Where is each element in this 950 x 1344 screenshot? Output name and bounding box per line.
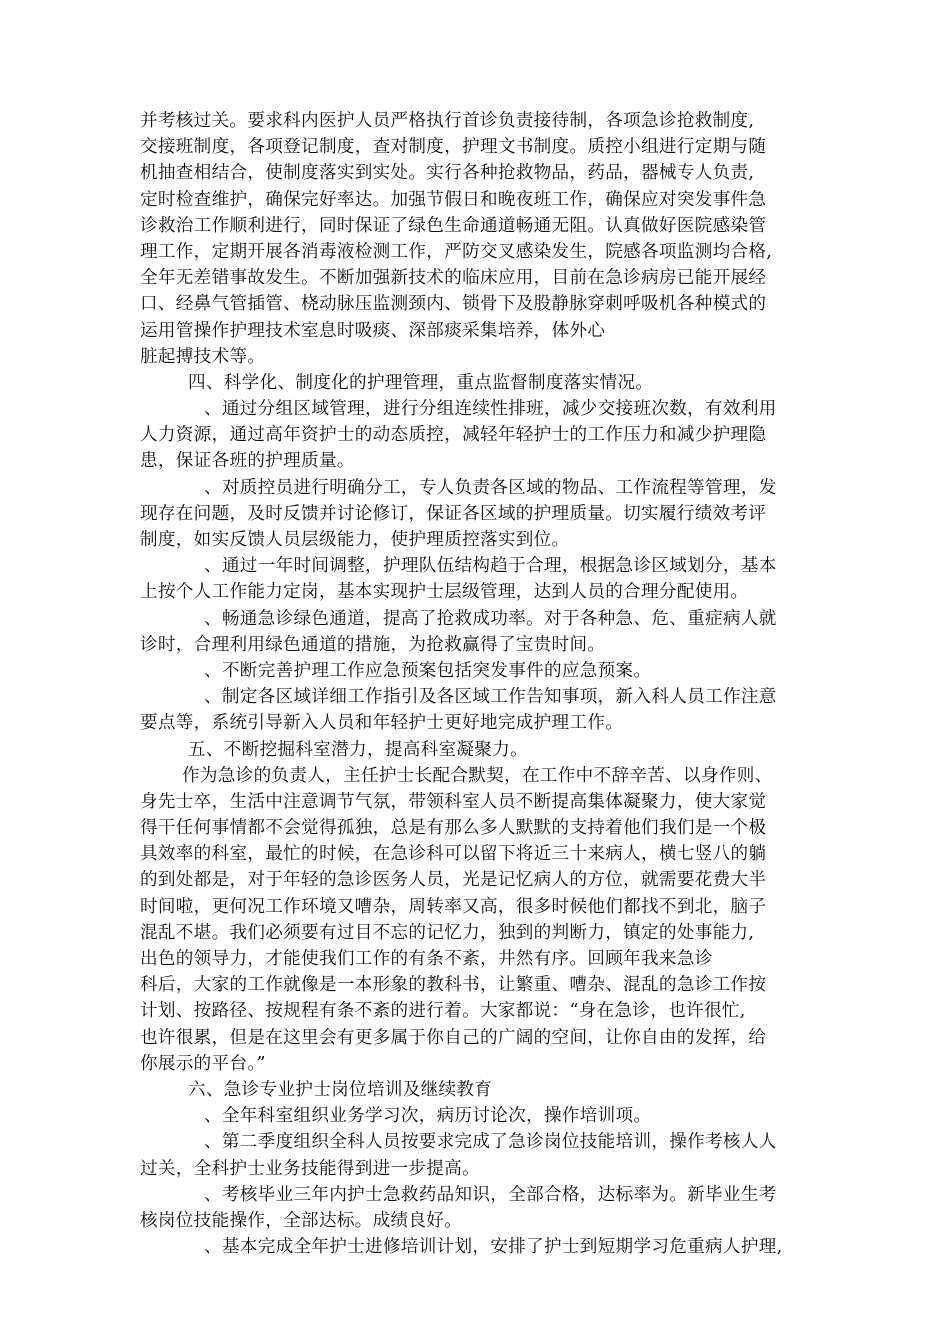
paragraph-line: 过关，全科护士业务技能得到进一步提高。 (140, 1158, 480, 1179)
document-body (140, 108, 830, 1260)
paragraph-line: 得干任何事情都不会觉得孤独，总是有那么多人默默的支持着他们我们是一个极 (140, 818, 767, 839)
paragraph-line: 科后，大家的工作就像是一本形象的教科书，让繁重、嘈杂、混乱的急诊工作按 (140, 975, 767, 996)
list-item: 、对质控员进行明确分工，专人负责各区域的物品、工作流程等管理，发 (204, 477, 777, 498)
list-item: 、第二季度组织全科人员按要求完成了急诊岗位技能培训，操作考核人人 (204, 1132, 777, 1153)
section-heading: 六、急诊专业护士岗位培训及继续教育 (188, 1079, 493, 1100)
section-heading: 四、科学化、制度化的护理管理，重点监督制度落实情况。 (188, 372, 654, 393)
paragraph-line: 制度，如实反馈人员层级能力，使护理质控落实到位。 (140, 530, 570, 550)
paragraph-line: 口、经鼻气管插管、桡动脉压监测颈内、锁骨下及股静脉穿刺呼吸机各种模式的 (140, 294, 767, 315)
list-item: 、考核毕业三年内护士急救药品知识，全部合格，达标率为。新毕业生考 (204, 1184, 777, 1205)
paragraph-line: 现存在问题，及时反馈并讨论修订，保证各区域的护理质量。切实履行绩效考评 (140, 503, 767, 524)
paragraph-line: 机抽查相结合，使制度落实到实处。实行各种抢救物品，药品，器械专人负责, (140, 163, 755, 184)
section-heading: 五、不断挖掘科室潜力，提高科室凝聚力。 (188, 739, 528, 760)
paragraph-line: 人力资源，通过高年资护士的动态质控，减轻年轻护士的工作压力和减少护理隐 (140, 425, 767, 446)
paragraph-line: 全年无差错事故发生。不断加强新技术的临床应用，目前在急诊病房已能开展经 (140, 268, 767, 289)
paragraph-line: 核岗位技能操作，全部达标。成绩良好。 (140, 1210, 463, 1231)
paragraph-line: 作为急诊的负责人，主任护士长配合默契，在工作中不辞辛苦、以身作则、 (182, 765, 773, 786)
list-item: 、不断完善护理工作应急预案包括突发事件的应急预案。 (204, 660, 652, 681)
paragraph-line: 你展示的平台。” (140, 1053, 266, 1074)
list-item: 、基本完成全年护士进修培训计划，安排了护士到短期学习危重病人护理, (204, 1237, 783, 1258)
paragraph-line: 具效率的科室，最忙的时候，在急诊科可以留下将近三十来病人，横七竖八的躺 (140, 844, 767, 865)
list-item: 、全年科室组织业务学习次，病历讨论次，操作培训项。 (204, 1106, 652, 1127)
paragraph-line: 患，保证各班的护理质量。 (140, 451, 355, 472)
paragraph-line: 混乱不堪。我们必须要有过目不忘的记忆力，独到的判断力，镇定的处事能力, (140, 922, 755, 943)
paragraph-line: 的到处都是，对于年轻的急诊医务人员，光是记忆病人的方位，就需要花费大半 (140, 870, 767, 891)
list-item: 、通过分组区域管理，进行分组连续性排班，减少交接班次数，有效利用 (204, 399, 777, 420)
list-item: 、通过一年时间调整，护理队伍结构趋于合理，根据急诊区域划分，基本 (204, 556, 777, 577)
list-item: 、畅通急诊绿色通道，提高了抢救成功率。对于各种急、危、重症病人就 (204, 608, 777, 629)
paragraph-line: 交接班制度，各项登记制度，查对制度，护理文书制度。质控小组进行定期与随 (140, 137, 767, 158)
paragraph-line: 出色的领导力，才能使我们工作的有条不紊，井然有序。回顾年我来急诊 (140, 949, 713, 969)
paragraph-line: 定时检查维护，确保完好率达。加强节假日和晚夜班工作，确保应对突发事件急 (140, 189, 767, 210)
paragraph-line: 脏起搏技术等。 (140, 346, 266, 367)
paragraph-line: 上按个人工作能力定岗，基本实现护士层级管理，达到人员的合理分配使用。 (140, 582, 749, 603)
list-item: 、制定各区域详细工作指引及各区域工作告知事项，新入科人员工作注意 (204, 687, 777, 708)
paragraph-line: 也许很累，但是在这里会有更多属于你自己的广阔的空间，让你自由的发挥，给 (140, 1027, 767, 1048)
paragraph-line: 诊救治工作顺利进行，同时保证了绿色生命通道畅通无阻。认真做好医院感染管 (140, 215, 767, 236)
paragraph-line: 时间啦，更何况工作环境又嘈杂，周转率又高，很多时候他们都找不到北，脑子 (140, 896, 767, 917)
paragraph-line: 诊时，合理利用绿色通道的措施，为抢救赢得了宝贵时间。 (140, 634, 606, 655)
paragraph-line: 要点等，系统引导新入人员和年轻护士更好地完成护理工作。 (140, 713, 624, 734)
paragraph-line: 运用管操作护理技术室息时吸痰、深部痰采集培养，体外心 (140, 320, 606, 341)
paragraph-line: 身先士卒，生活中注意调节气氛，带领科室人员不断提高集体凝聚力，使大家觉 (140, 791, 767, 812)
paragraph-line: 理工作，定期开展各消毒液检测工作，严防交叉感染发生，院感各项监测均合格, (140, 241, 773, 262)
paragraph-line: 并考核过关。要求科内医护人员严格执行首诊负责接待制，各项急诊抢救制度, (140, 111, 755, 131)
paragraph-line: 计划、按路径、按规程有条不紊的进行着。大家都说：“身在急诊，也许很忙, (140, 1001, 746, 1022)
